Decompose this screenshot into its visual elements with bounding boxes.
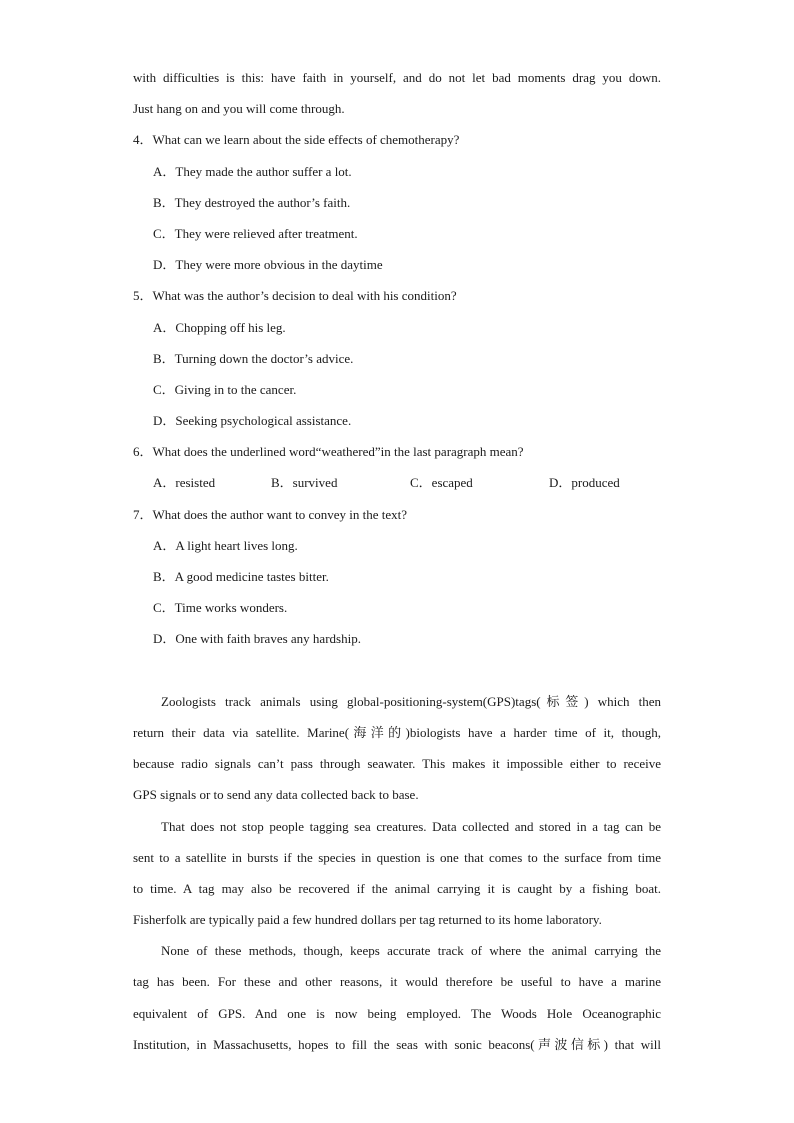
answer-option: C．They were relieved after treatment. [153, 225, 358, 241]
answer-option: D．Seeking psychological assistance. [153, 413, 352, 429]
answer-option: A．A light heart lives long. [153, 537, 298, 553]
answer-option: D．produced [549, 475, 620, 491]
answer-option: D．They were more obvious in the daytime [153, 257, 383, 273]
passage-paragraph [133, 935, 661, 1060]
answer-option: C．Giving in to the cancer. [153, 381, 297, 397]
question-stem: 7．What does the author want to convey in the text? [133, 506, 408, 522]
answer-option: A．They made the author suffer a lot. [153, 163, 352, 179]
passage-line: Zoologists track animals using global-positioning-system(GPS)tags(标签) which then [161, 693, 661, 709]
passage-paragraph [133, 811, 661, 936]
answer-option: A．Chopping off his leg. [153, 319, 286, 335]
passage-line: Fisherfolk are typically paid a few hundred dollars per tag returned to its home laboratory. [133, 912, 602, 928]
section-gap [133, 655, 661, 686]
passage-line: return their data via satellite. Marine(海洋的)biologists have a harder time of it, though, [133, 724, 661, 740]
answer-option: C．Time works wonders. [153, 600, 288, 616]
passage-line: to time. A tag may also be recovered if the animal carrying it is caught by a fishing boat. [133, 880, 661, 896]
answer-option: B．They destroyed the author’s faith. [153, 194, 351, 210]
document-page [133, 62, 661, 1060]
answer-options-row [133, 467, 661, 498]
passage-line: Institution, in Massachusetts, hopes to fill the seas with sonic beacons(声波信标) that will [133, 1036, 661, 1052]
answer-option: C．escaped [410, 475, 473, 491]
intro-line: with difficulties is this: have faith in yourself, and do not let bad moments drag you down. [133, 70, 661, 85]
answer-option: B．Turning down the doctor’s advice. [153, 350, 354, 366]
passage-line: sent to a satellite in bursts if the species in question is one that comes to the surface from time [133, 849, 661, 865]
passage-line: because radio signals can’t pass through seawater. This makes it impossible either to receive [133, 756, 661, 772]
answer-option: B．survived [271, 475, 338, 491]
answer-option: A．resisted [153, 475, 216, 491]
answer-option: D．One with faith braves any hardship. [153, 631, 361, 647]
answer-option: B．A good medicine tastes bitter. [153, 569, 329, 584]
passage-line: tag has been. For these and other reasons, it would therefore be useful to have a marine [133, 974, 661, 990]
question-stem: 4．What can we learn about the side effects of chemotherapy? [133, 132, 460, 148]
passage-line: equivalent of GPS. And one is now being employed. The Woods Hole Oceanographic [133, 1005, 661, 1021]
passage-paragraph [133, 686, 661, 811]
intro-line: Just hang on and you will come through. [133, 101, 345, 117]
passage-line: None of these methods, though, keeps accurate track of where the animal carrying the [161, 943, 661, 959]
passage-line: That does not stop people tagging sea creatures. Data collected and stored in a tag can be [161, 818, 661, 834]
question-stem: 6．What does the underlined word“weathered”in the last paragraph mean? [133, 444, 524, 460]
question-stem: 5．What was the author’s decision to deal with his condition? [133, 288, 457, 304]
passage-line: GPS signals or to send any data collected back to base. [133, 787, 419, 803]
